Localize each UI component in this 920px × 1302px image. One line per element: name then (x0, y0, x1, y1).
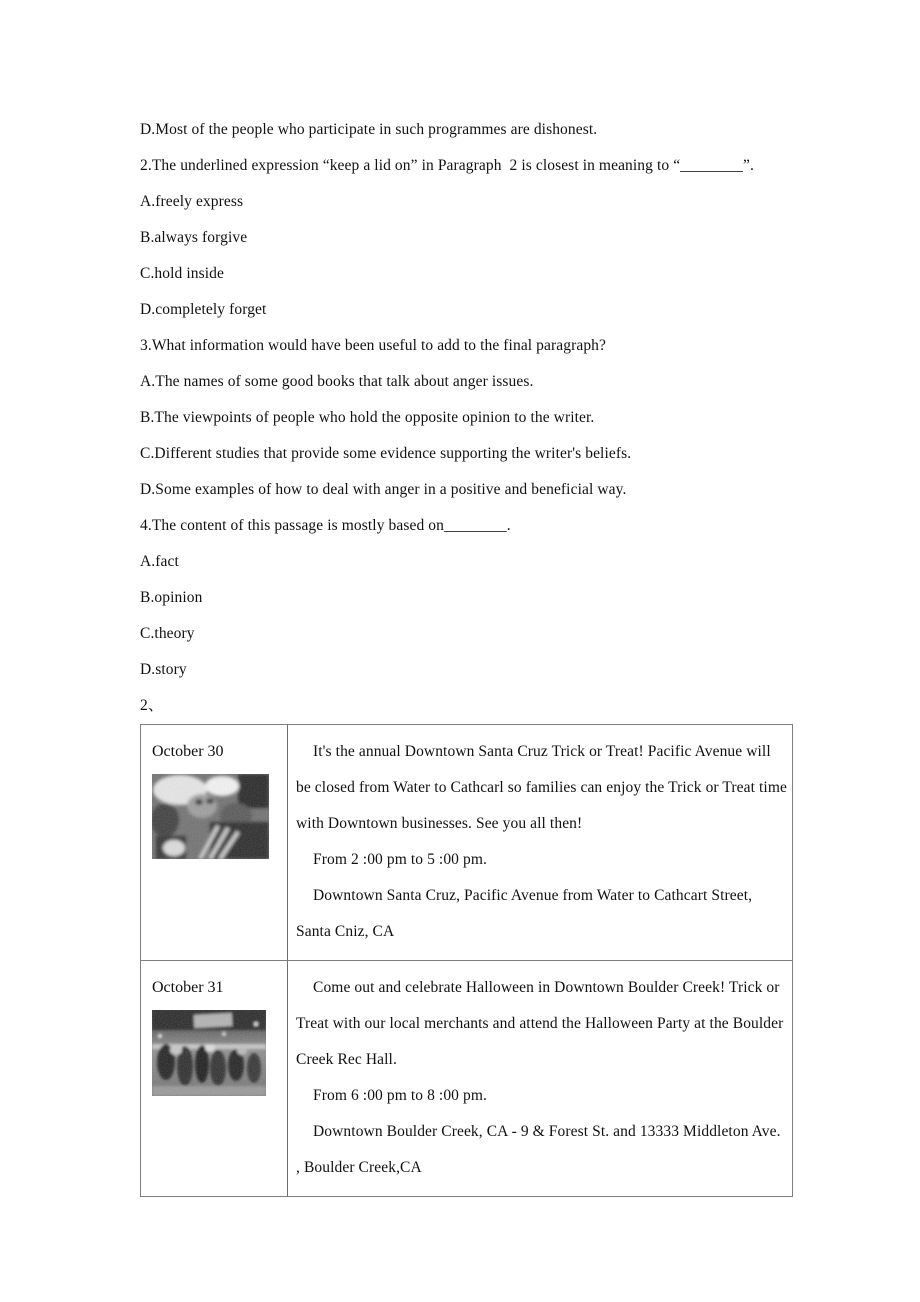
option-line: D.Some examples of how to deal with anger in a positive and beneficial way. (140, 481, 627, 498)
option-line: A.freely express (140, 193, 244, 210)
option-line: D.Most of the people who participate in such programmes are dishonest. (140, 121, 598, 138)
event-location: Downtown Boulder Creek, CA - 9 & Forest St. and 13333 Middleton Ave. , Boulder Creek,CA (296, 1123, 785, 1176)
event-date: October 31 (152, 979, 224, 996)
event-description: Come out and celebrate Halloween in Downtown Boulder Creek! Trick or Treat with our local merchants and attend the Halloween Party at the Boulder Creek Rec Hall. (296, 979, 788, 1068)
table-row (141, 960, 792, 1196)
section-number: 2、 (140, 697, 164, 714)
option-line: D.completely forget (140, 301, 267, 318)
event-description: It's the annual Downtown Santa Cruz Trick or Treat! Pacific Avenue will be closed from Water to Cathcarl so families can enjoy the Trick or Treat time with Downtown businesses. See you all then! (296, 743, 791, 832)
option-line: D.story (140, 661, 187, 678)
event-photo-october-30 (152, 774, 269, 859)
question-stem: 3.What information would have been useful to add to the final paragraph? (140, 337, 607, 354)
option-line: C.hold inside (140, 265, 224, 282)
events-table (140, 724, 793, 1197)
event-description-cell (288, 725, 792, 960)
option-line: B.always forgive (140, 229, 248, 246)
option-line: A.fact (140, 553, 179, 570)
question-stem: 2.The underlined expression “keep a lid on” in Paragraph 2 is closest in meaning to “________”. (140, 157, 754, 174)
event-photo-october-31 (152, 1010, 266, 1096)
option-line: A.The names of some good books that talk about anger issues. (140, 373, 534, 390)
questions-block (140, 112, 880, 724)
date-cell (141, 961, 288, 1196)
option-line: C.theory (140, 625, 195, 642)
option-line: B.opinion (140, 589, 203, 606)
event-date: October 30 (152, 743, 224, 760)
option-line: C.Different studies that provide some evidence supporting the writer's beliefs. (140, 445, 632, 462)
event-time: From 2 :00 pm to 5 :00 pm. (313, 851, 487, 868)
event-description-cell (288, 961, 792, 1196)
option-line: B.The viewpoints of people who hold the opposite opinion to the writer. (140, 409, 595, 426)
event-location: Downtown Santa Cruz, Pacific Avenue from Water to Cathcart Street, Santa Cniz, CA (296, 887, 757, 940)
event-time: From 6 :00 pm to 8 :00 pm. (313, 1087, 487, 1104)
table-row (141, 725, 792, 960)
date-cell (141, 725, 288, 960)
question-stem: 4.The content of this passage is mostly based on________. (140, 517, 511, 534)
